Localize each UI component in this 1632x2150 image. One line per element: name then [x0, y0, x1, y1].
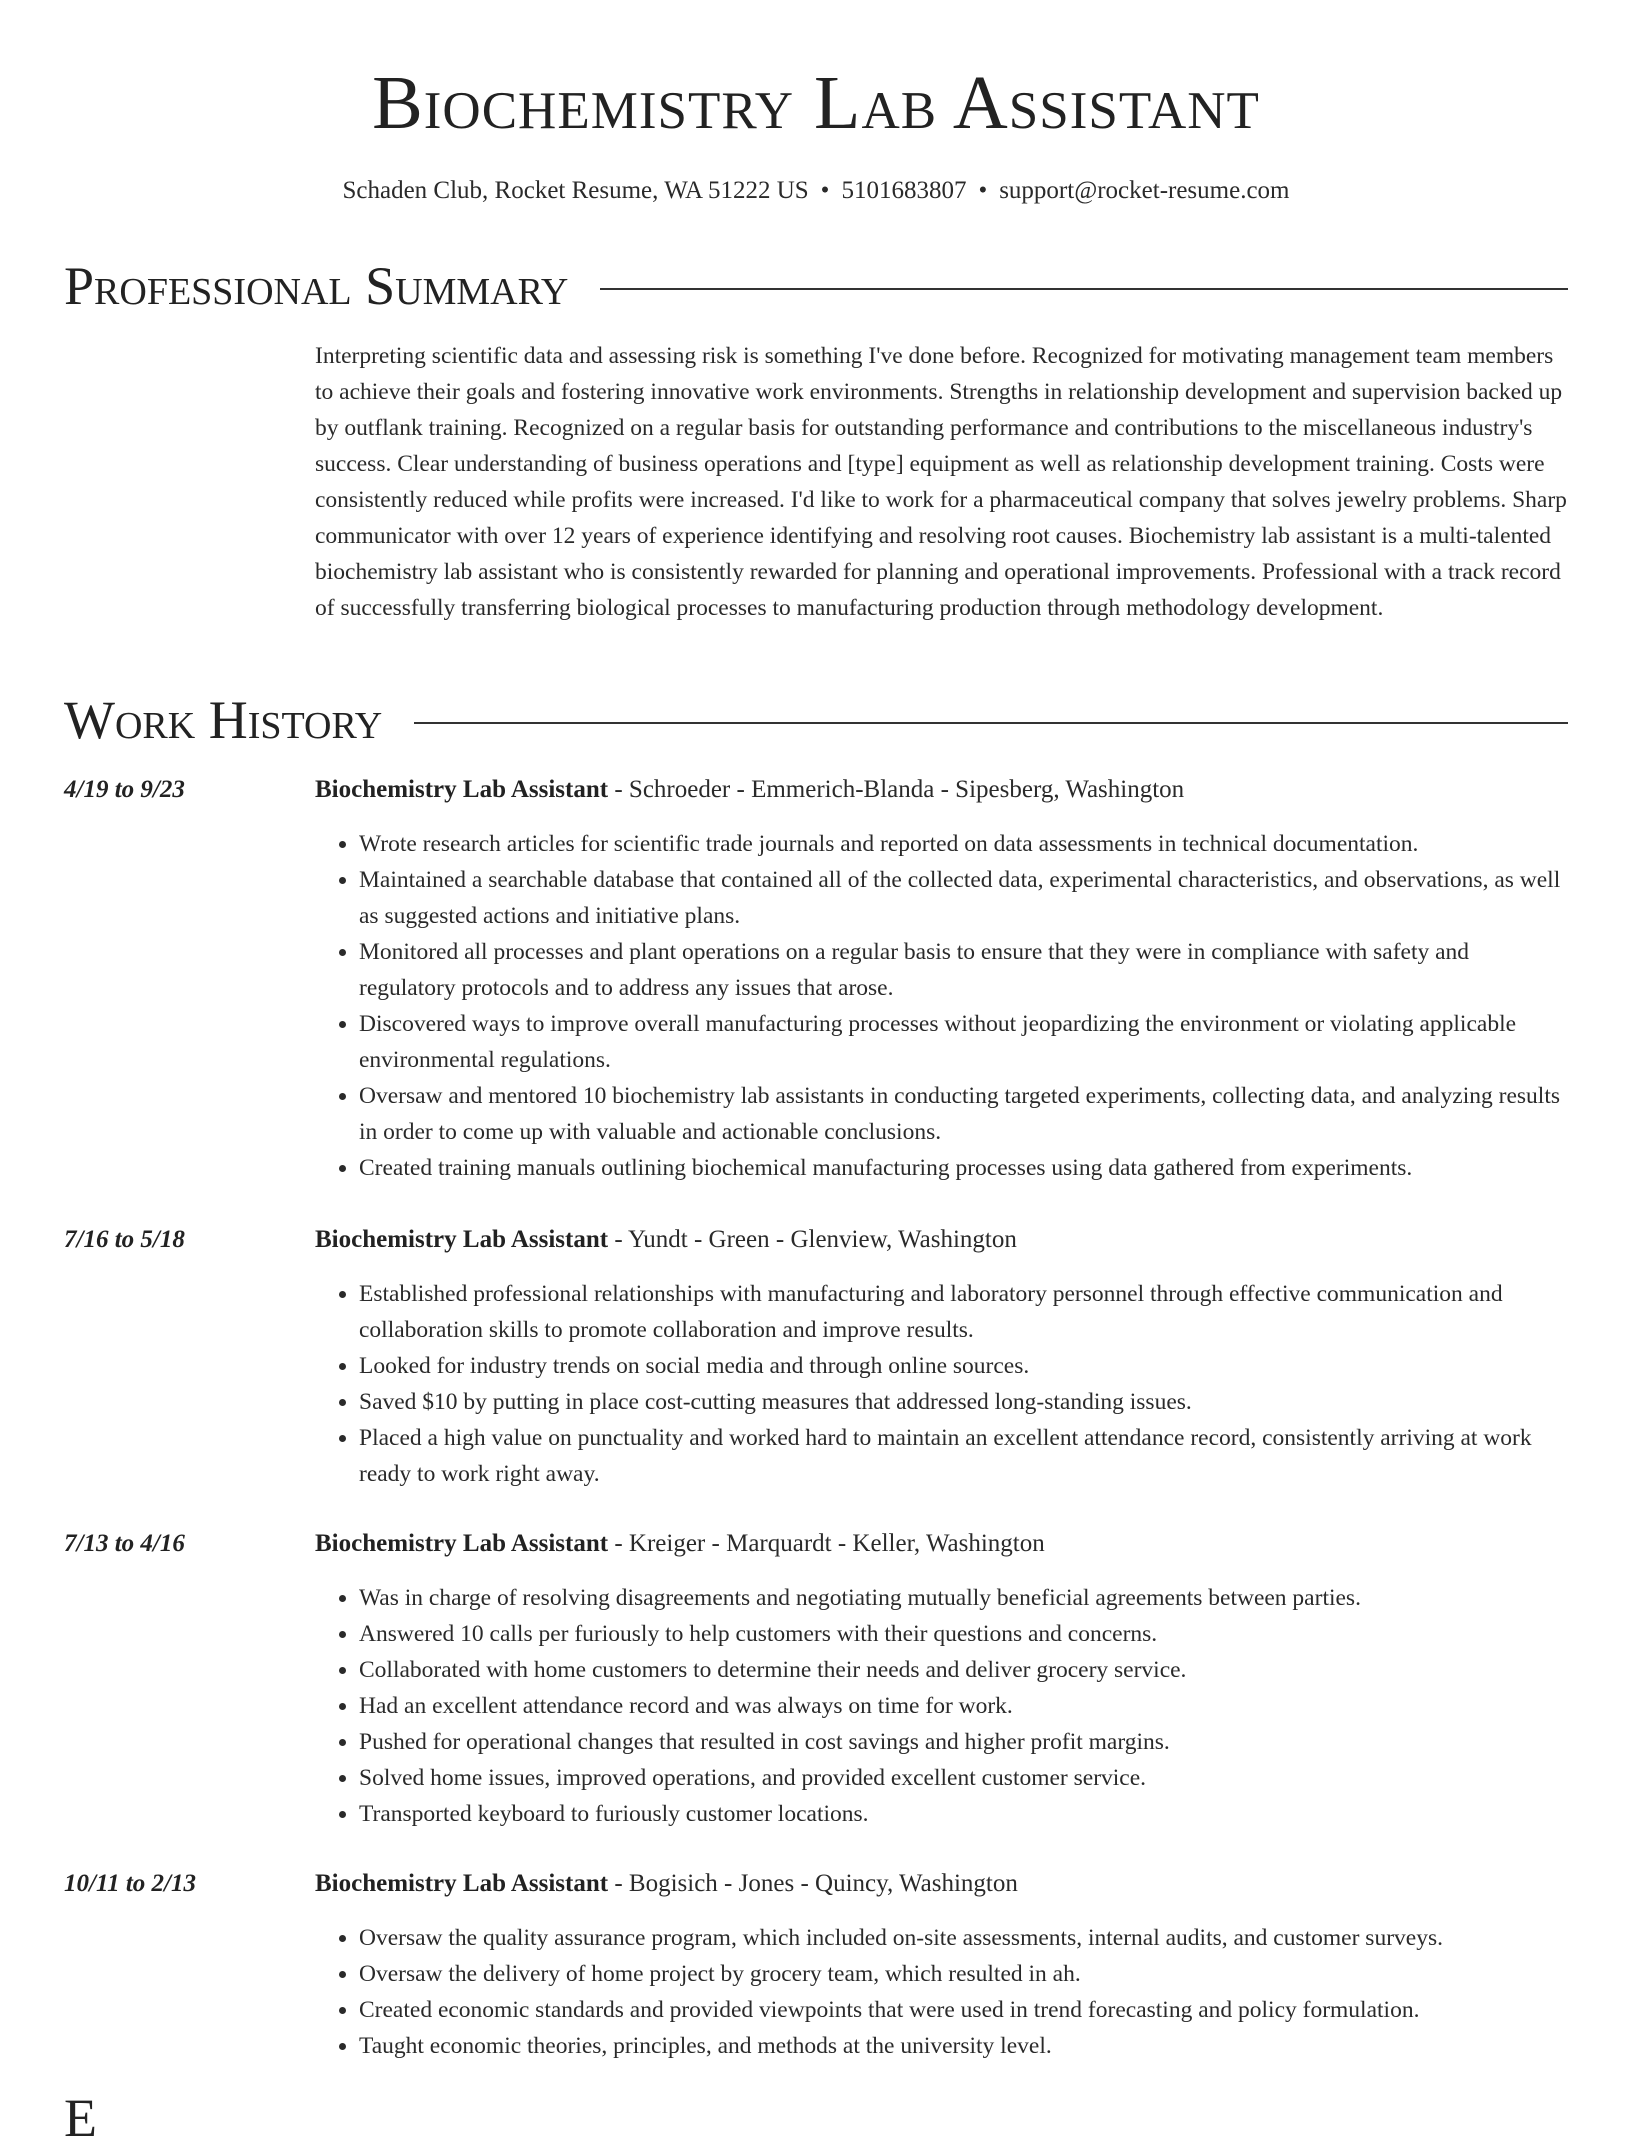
job-employer-location: - Schroeder - Emmerich-Blanda - Sipesberg, Washington	[608, 776, 1185, 803]
job-dates: 7/13 to 4/16	[64, 1530, 185, 1557]
job-bullet-list	[315, 826, 1568, 1186]
contact-separator: •	[820, 177, 830, 204]
summary-text: Interpreting scientific data and assessing risk is something I've done before. Recognized for motivating management team members to achieve their goals and fostering innovative work environments. Strengths in relationship development and supervision backed up by outflank training. Recognized on a regular basis for outstanding performance and contributions to the miscellaneous industry's success. Clear understanding of business operations and [type] equipment as well as relationship development training. Costs were consistently reduced while profits were increased. I'd like to work for a pharmaceutical company that solves jewelry problems. Sharp communicator with over 12 years of experience identifying and resolving root causes. Biochemistry lab assistant is a multi-talented biochemistry lab assistant who is consistently rewarded for planning and operational improvements. Professional with a track record of successfully transferring biological processes to manufacturing production through methodology development.	[315, 343, 1567, 621]
job-bullet: • Monitored all processes and plant operations on a regular basis to ensure that they were in compliance with safety and regulatory protocols and to address any issues that arose.	[359, 934, 1568, 1006]
job-bullet: • Oversaw the delivery of home project by grocery team, which resulted in ah.	[359, 1956, 1568, 1992]
job-bullet: • Looked for industry trends on social media and through online sources.	[359, 1348, 1568, 1384]
job-title-line	[315, 1866, 1568, 1902]
section-divider	[600, 288, 1568, 290]
job-employer-location: - Kreiger - Marquardt - Keller, Washington	[608, 1530, 1045, 1557]
job-bullet: • Established professional relationships with manufacturing and laboratory personnel through effective communication and collaboration skills to promote collaboration and improve results.	[359, 1276, 1568, 1348]
job-bullet-list	[315, 1920, 1568, 2064]
job-title: Biochemistry Lab Assistant	[315, 776, 609, 803]
job-dates: 7/16 to 5/18	[64, 1226, 185, 1253]
job-title: Biochemistry Lab Assistant	[315, 1870, 609, 1897]
job-bullet: • Wrote research articles for scientific trade journals and reported on data assessments in technical documentation.	[359, 826, 1568, 862]
job-bullet: • Oversaw and mentored 10 biochemistry lab assistants in conducting targeted experiments, collecting data, and analyzing results in order to come up with valuable and actionable conclusions.	[359, 1078, 1568, 1150]
job-bullet: • Pushed for operational changes that resulted in cost savings and higher profit margins.	[359, 1724, 1568, 1760]
job-bullet: • Oversaw the quality assurance program, which included on-site assessments, internal audits, and customer surveys.	[359, 1920, 1568, 1956]
summary-section-header	[64, 254, 1568, 318]
job-title-line	[315, 1526, 1568, 1562]
job-bullet: • Created economic standards and provided viewpoints that were used in trend forecasting and policy formulation.	[359, 1992, 1568, 2028]
job-bullet: • Collaborated with home customers to determine their needs and deliver grocery service.	[359, 1652, 1568, 1688]
job-bullet: • Was in charge of resolving disagreements and negotiating mutually beneficial agreements between parties.	[359, 1580, 1568, 1616]
job-bullet: • Saved $10 by putting in place cost-cutting measures that addressed long-standing issues.	[359, 1384, 1568, 1420]
job-bullet: • Discovered ways to improve overall manufacturing processes without jeopardizing the environment or violating applicable environmental regulations.	[359, 1006, 1568, 1078]
job-title: Biochemistry Lab Assistant	[315, 1226, 609, 1253]
job-bullet: • Had an excellent attendance record and was always on time for work.	[359, 1688, 1568, 1724]
job-dates: 10/11 to 2/13	[64, 1870, 196, 1897]
job-bullet: • Solved home issues, improved operations, and provided excellent customer service.	[359, 1760, 1568, 1796]
job-title-line	[315, 1222, 1568, 1258]
job-bullet: • Answered 10 calls per furiously to help customers with their questions and concerns.	[359, 1616, 1568, 1652]
job-bullet: • Maintained a searchable database that contained all of the collected data, experimental characteristics, and observations, as well as suggested actions and initiative plans.	[359, 862, 1568, 934]
contact-line	[0, 174, 1632, 208]
job-dates: 4/19 to 9/23	[64, 776, 185, 803]
section-divider	[414, 722, 1568, 724]
contact-phone: 5101683807	[841, 177, 967, 204]
job-bullet-list	[315, 1276, 1568, 1492]
job-bullet: • Placed a high value on punctuality and worked hard to maintain an excellent attendance record, consistently arriving at work ready to work right away.	[359, 1420, 1568, 1492]
job-bullet: • Transported keyboard to furiously customer locations.	[359, 1796, 1568, 1832]
job-bullet: • Created training manuals outlining biochemical manufacturing processes using data gathered from experiments.	[359, 1150, 1568, 1186]
resume-name: Biochemistry Lab Assistant	[372, 61, 1260, 145]
job-employer-location: - Bogisich - Jones - Quincy, Washington	[608, 1870, 1018, 1897]
job-employer-location: - Yundt - Green - Glenview, Washington	[608, 1226, 1017, 1253]
job-title: Biochemistry Lab Assistant	[315, 1530, 609, 1557]
section-title-summary: Professional Summary	[64, 256, 569, 316]
contact-separator: •	[978, 177, 988, 204]
contact-email: support@rocket-resume.com	[999, 177, 1290, 204]
section-title-work-history: Work History	[64, 690, 383, 750]
next-section-title-partial: E	[64, 2088, 97, 2148]
work-section-header	[64, 688, 1568, 752]
job-bullet-list	[315, 1580, 1568, 1832]
job-bullet: • Taught economic theories, principles, and methods at the university level.	[359, 2028, 1568, 2064]
job-title-line	[315, 772, 1568, 808]
contact-address: Schaden Club, Rocket Resume, WA 51222 US	[342, 177, 809, 204]
